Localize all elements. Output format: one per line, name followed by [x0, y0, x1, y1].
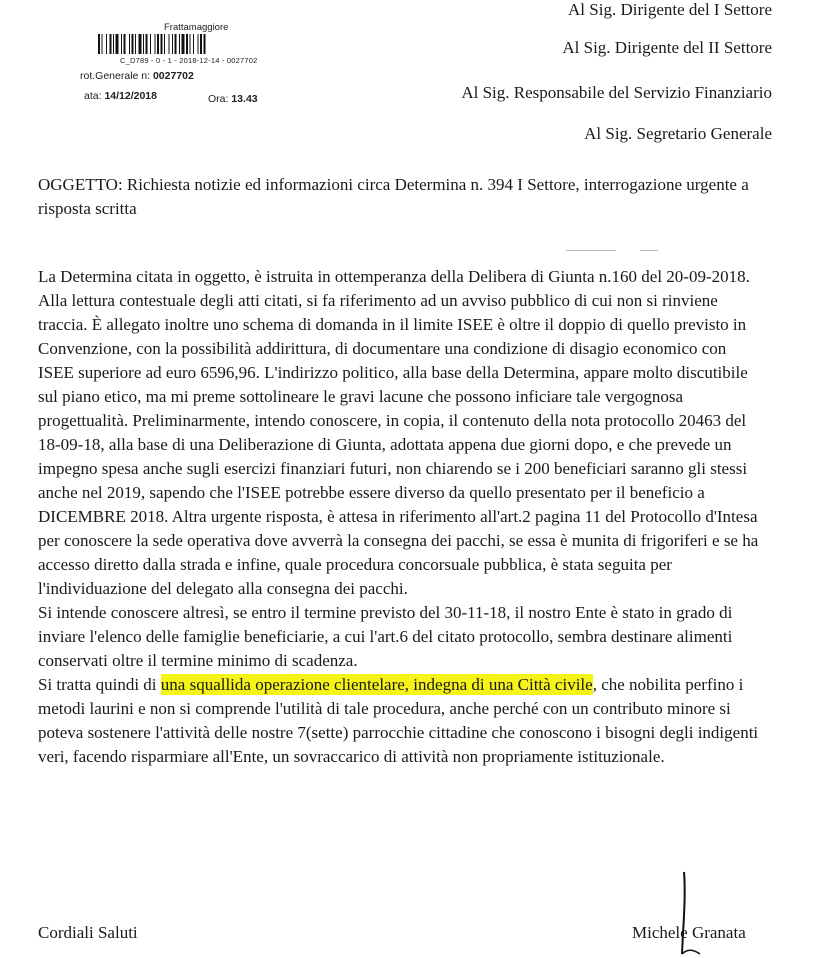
date-value: 14/12/2018 [104, 90, 157, 102]
barcode-text: C_D789 - 0 - 1 - 2018-12-14 - 0027702 [120, 56, 258, 65]
divider [640, 250, 658, 251]
paragraph: Si intende conoscere altresì, se entro il termine previsto del 30-11-18, il nostro Ente è stato in grado di inviare l'elenco delle famiglie beneficiarie, a cui l'art.6 del citato protocollo, sembra destinare alimenti conservati oltre il termine minimo di scadenza. [38, 603, 733, 670]
date-label: ata: [84, 90, 102, 102]
paragraph-text: , che nobilita perfino i metodi laurini e non si comprende l'utilità di tale procedura, anche perché con un contributo minore si poteva sostenere l'attività delle nostre 7(sette) parrocchie cittadine che conoscono i bisogni degli indigenti veri, facendo risparmiare all'Ente, un sovraccarico di attività non propriamente istituzionale. [38, 675, 759, 766]
closing: Cordiali Saluti [38, 923, 138, 942]
barcode [98, 34, 288, 54]
letter-body [38, 265, 763, 769]
protocol-number: 0027702 [152, 70, 194, 82]
protocol-label: rot.Generale n: [80, 70, 151, 82]
stamp-time [208, 93, 258, 105]
time-label: Ora: [208, 93, 229, 105]
recipient-3: Al Sig. Responsabile del Servizio Finanziario [461, 83, 772, 102]
paragraph-text: Si tratta quindi di [38, 675, 161, 694]
paragraph [38, 673, 763, 769]
time-value: 13.43 [231, 93, 258, 105]
stamp-office: Frattamaggiore [164, 22, 229, 33]
recipient-2: Al Sig. Dirigente del II Settore [562, 38, 772, 57]
recipient-4: Al Sig. Segretario Generale [584, 124, 772, 143]
paragraph: Alla lettura contestuale degli atti citati, si fa riferimento ad un avviso pubblico di cui non si rinviene traccia. È allegato inoltre uno schema di domanda in il limite ISEE è oltre il doppio di quello previsto in Convenzione, con la possibilità addirittura, di documentare una condizione di disagio economico con ISEE superiore ad euro 6596,96. L'indirizzo politico, alla base della Determina, appare molto discutibile sul piano etico, ma mi preme sottolineare le gravi lacune che possono inficiare tale vergognosa progettualità. Preliminarmente, intendo conoscere, in copia, il contenuto della nota protocollo 20463 del 18-09-18, alla base di una Deliberazione di Giunta, adottata appena due giorni dopo, e che prevede un impegno spesa anche sugli esercizi finanziari futuri, non chiarendo se i 200 beneficiari saranno gli stessi anche nel 2019, sapendo che l'ISEE potrebbe essere diverso da quello presentato per il beneficio a DICEMBRE 2018. Altra urgente risposta, è attesa in riferimento all'art.2 pagina 11 del Protocollo d'Intesa per conoscere la sede operativa dove avverrà la consegna dei pacchi, se essa è munita di frigoriferi e se ha accesso diretto dalla strada e infine, quale procedura concorsuale pubblica, è stata seguita per l'individuazione del delegato alla consegna dei pacchi. [38, 291, 759, 598]
recipient-1: Al Sig. Dirigente del I Settore [568, 0, 772, 19]
stamp-date [84, 90, 157, 102]
stamp-protocol [80, 70, 194, 82]
divider [566, 250, 616, 251]
signature: Michele Granata [632, 923, 746, 942]
paragraph: La Determina citata in oggetto, è istruita in ottemperanza della Delibera di Giunta n.160 del 20-09-2018. [38, 267, 750, 286]
subject-line: OGGETTO: Richiesta notizie ed informazioni circa Determina n. 394 I Settore, interrogazione urgente a risposta scritta [38, 175, 749, 218]
signature-mark [666, 868, 716, 958]
highlighted-text: una squallida operazione clientelare, indegna di una Città civile [160, 675, 593, 694]
protocol-stamp [80, 22, 290, 112]
